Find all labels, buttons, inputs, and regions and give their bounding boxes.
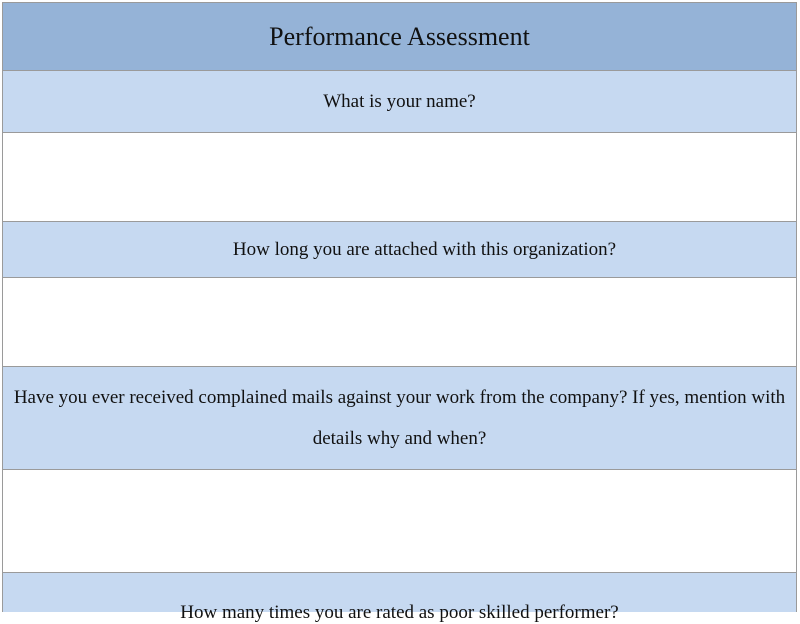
answer-field-complaints[interactable] — [3, 469, 796, 572]
question-label: What is your name? — [323, 90, 476, 112]
question-label: How long you are attached with this organization? — [232, 238, 617, 260]
question-tenure — [3, 221, 796, 277]
answer-field-name[interactable] — [3, 132, 796, 221]
question-name — [3, 70, 796, 132]
form-title: Performance Assessment — [3, 2, 796, 70]
performance-assessment-form — [2, 2, 797, 623]
question-label: Have you ever received complained mails against your work from the company? If yes, mention with details why and when? — [13, 387, 786, 449]
answer-field-tenure[interactable] — [3, 277, 796, 366]
question-label: How many times you are rated as poor skilled performer? — [180, 602, 619, 623]
question-poor-rating — [3, 572, 796, 623]
question-complaints — [3, 366, 796, 469]
